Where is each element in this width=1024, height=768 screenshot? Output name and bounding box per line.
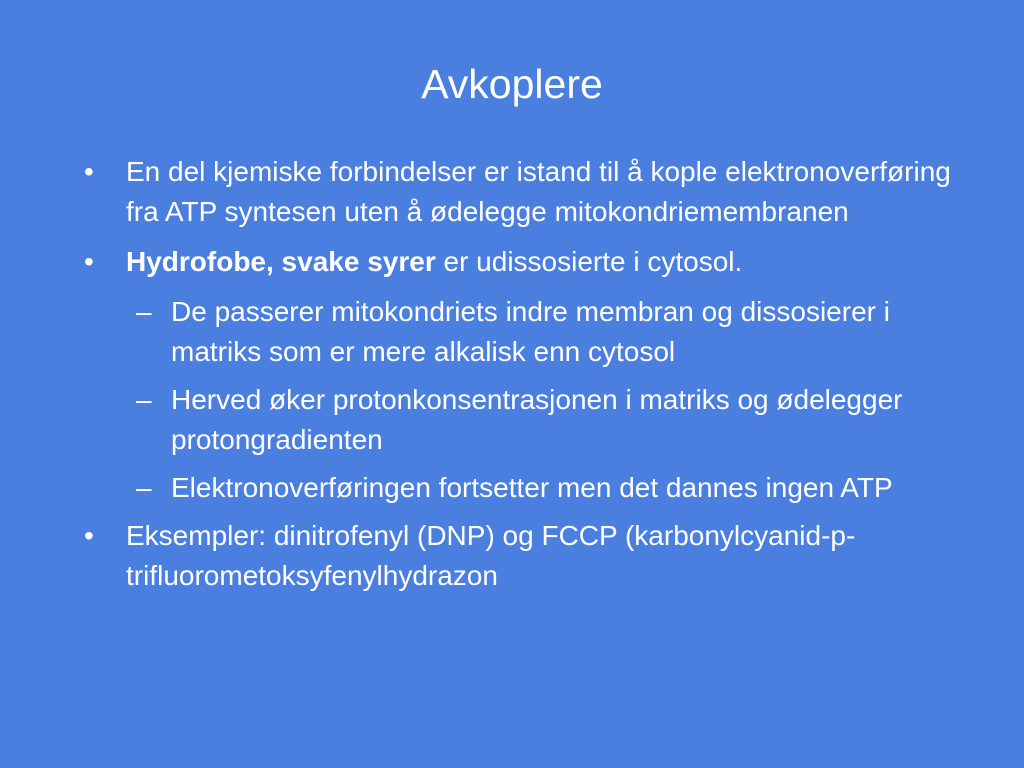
bullet-item-2 — [82, 242, 982, 282]
slide-title: Avkoplere — [421, 61, 603, 107]
bullet-marker: • — [84, 156, 94, 187]
bullet-text: Eksempler: dinitrofenyl (DNP) og FCCP (karbonylcyanid-p-trifluorometoksyfenylhydrazon — [126, 520, 856, 591]
sub-bullet-text: Elektronoverføringen fortsetter men det dannes ingen ATP — [171, 472, 893, 503]
bullet-marker: • — [84, 520, 94, 551]
bullet-item-3 — [82, 516, 982, 596]
bullet-list — [82, 152, 982, 606]
sub-bullet-item-1 — [82, 292, 982, 372]
bullet-item-1 — [82, 152, 982, 232]
bullet-text: er udissosierte i cytosol. — [435, 246, 743, 277]
bullet-text: En del kjemiske forbindelser er istand til å kople elektronoverføring fra ATP syntesen uten å ødelegge mitokondriemembranen — [126, 156, 951, 227]
dash-marker: – — [136, 472, 152, 503]
sub-bullet-item-2 — [82, 380, 982, 460]
dash-marker: – — [136, 296, 152, 327]
bullet-marker: • — [84, 246, 94, 277]
sub-bullet-text: De passerer mitokondriets indre membran og dissosierer i matriks som er mere alkalisk enn cytosol — [171, 296, 890, 367]
bullet-bold-text: Hydrofobe, svake syrer — [126, 246, 436, 277]
dash-marker: – — [136, 384, 152, 415]
sub-bullet-item-3 — [82, 468, 982, 508]
sub-bullet-text: Herved øker protonkonsentrasjonen i matriks og ødelegger protongradienten — [171, 384, 903, 455]
